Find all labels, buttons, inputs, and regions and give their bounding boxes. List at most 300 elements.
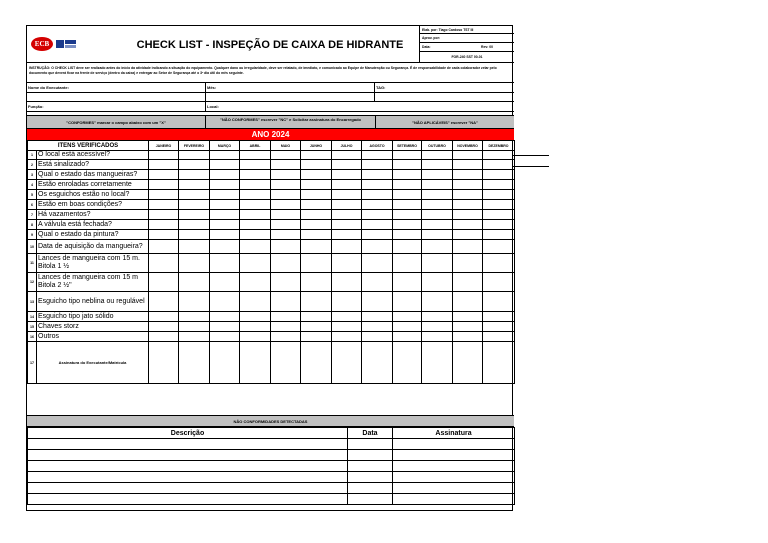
check-cell[interactable]: [301, 190, 332, 200]
check-cell[interactable]: [149, 210, 179, 220]
signature-cell[interactable]: [332, 342, 362, 384]
check-cell[interactable]: [179, 170, 210, 180]
check-cell[interactable]: [179, 254, 210, 273]
table-row: [28, 180, 515, 190]
item-text: Chaves storz: [37, 322, 149, 332]
check-cell[interactable]: [240, 332, 271, 342]
item-text: Os esguichos estão no local?: [37, 190, 149, 200]
check-cell[interactable]: [453, 151, 483, 160]
check-cell[interactable]: [332, 151, 362, 160]
nc-header: NÃO CONFORMIDADES DETECTADAS: [27, 415, 514, 427]
check-cell[interactable]: [483, 332, 515, 342]
check-cell[interactable]: [332, 170, 362, 180]
check-cell[interactable]: [179, 230, 210, 240]
check-cell[interactable]: [422, 312, 453, 322]
check-cell[interactable]: [453, 160, 483, 170]
month-header-4: ABRIL: [240, 141, 271, 151]
legend-nao-conformes: "NÃO CONFORMES" escrever "NC" e Solicitar assinatura do Encarregado: [205, 116, 375, 129]
check-cell[interactable]: [240, 230, 271, 240]
check-cell[interactable]: [393, 312, 422, 322]
check-cell[interactable]: [179, 332, 210, 342]
month-header-8: AGOSTO: [362, 141, 393, 151]
nc-cell[interactable]: [348, 483, 393, 494]
check-cell[interactable]: [149, 151, 179, 160]
check-cell[interactable]: [332, 273, 362, 292]
month-header-11: NOVEMBRO: [453, 141, 483, 151]
check-cell[interactable]: [332, 190, 362, 200]
check-cell[interactable]: [362, 312, 393, 322]
check-cell[interactable]: [483, 200, 515, 210]
check-cell[interactable]: [422, 151, 453, 160]
check-cell[interactable]: [210, 332, 240, 342]
table-row: [28, 312, 515, 322]
check-cell[interactable]: [179, 322, 210, 332]
check-cell[interactable]: [179, 240, 210, 254]
check-cell[interactable]: [240, 292, 271, 312]
check-cell[interactable]: [483, 180, 515, 190]
signature-cell[interactable]: [301, 342, 332, 384]
check-cell[interactable]: [393, 190, 422, 200]
nc-cell[interactable]: [393, 450, 515, 461]
check-cell[interactable]: [332, 160, 362, 170]
month-header-3: MARÇO: [210, 141, 240, 151]
check-cell[interactable]: [149, 254, 179, 273]
check-cell[interactable]: [179, 273, 210, 292]
check-cell[interactable]: [393, 170, 422, 180]
check-cell[interactable]: [149, 230, 179, 240]
check-cell[interactable]: [362, 240, 393, 254]
check-cell[interactable]: [422, 220, 453, 230]
check-cell[interactable]: [422, 190, 453, 200]
item-number: 15: [28, 322, 37, 332]
legend-nao-aplicaveis: "NÃO APLICÁVEIS" escrever "NA": [375, 116, 514, 129]
check-cell[interactable]: [210, 200, 240, 210]
check-cell[interactable]: [149, 220, 179, 230]
function-row: [27, 101, 514, 111]
check-cell[interactable]: [271, 190, 301, 200]
check-cell[interactable]: [301, 322, 332, 332]
signature-cell[interactable]: [453, 342, 483, 384]
signature-cell[interactable]: [271, 342, 301, 384]
table-row: [28, 210, 515, 220]
local-label: Local:: [205, 102, 219, 112]
check-cell[interactable]: [240, 160, 271, 170]
item-text: O local está acessível?: [37, 151, 149, 160]
nc-cell[interactable]: [28, 483, 348, 494]
check-cell[interactable]: [240, 312, 271, 322]
check-cell[interactable]: [453, 220, 483, 230]
elaborated-by: Elab. por: Tiago Cardoso TST III: [420, 26, 514, 34]
check-cell[interactable]: [393, 220, 422, 230]
check-cell[interactable]: [332, 322, 362, 332]
table-row: [28, 230, 515, 240]
signature-cell[interactable]: [362, 342, 393, 384]
year-banner: ANO 2024: [27, 128, 514, 140]
check-cell[interactable]: [393, 180, 422, 190]
check-cell[interactable]: [332, 220, 362, 230]
signature-cell[interactable]: [210, 342, 240, 384]
check-cell[interactable]: [453, 292, 483, 312]
check-cell[interactable]: [362, 200, 393, 210]
item-text: Há vazamentos?: [37, 210, 149, 220]
nc-cell[interactable]: [28, 472, 348, 483]
nc-cell[interactable]: [393, 461, 515, 472]
check-cell[interactable]: [453, 200, 483, 210]
check-cell[interactable]: [422, 254, 453, 273]
signature-cell[interactable]: [149, 342, 179, 384]
item-number: 12: [28, 273, 37, 292]
check-cell[interactable]: [149, 160, 179, 170]
item-text: Estão enroladas corretamente: [37, 180, 149, 190]
signature-cell[interactable]: [179, 342, 210, 384]
extended-rule: [513, 155, 549, 156]
month-header-5: MAIO: [271, 141, 301, 151]
check-cell[interactable]: [271, 230, 301, 240]
check-cell[interactable]: [301, 151, 332, 160]
check-cell[interactable]: [271, 180, 301, 190]
month-header-9: SETEMBRO: [393, 141, 422, 151]
check-cell[interactable]: [453, 190, 483, 200]
item-number: 7: [28, 210, 37, 220]
check-cell[interactable]: [271, 210, 301, 220]
table-header-row: [28, 141, 515, 151]
check-cell[interactable]: [362, 230, 393, 240]
check-cell[interactable]: [483, 273, 515, 292]
month-header-12: DEZEMBRO: [483, 141, 515, 151]
check-cell[interactable]: [271, 200, 301, 210]
item-text: Estão em boas condições?: [37, 200, 149, 210]
check-cell[interactable]: [149, 170, 179, 180]
check-cell[interactable]: [179, 151, 210, 160]
check-cell[interactable]: [422, 230, 453, 240]
check-cell[interactable]: [271, 160, 301, 170]
nc-cell[interactable]: [28, 450, 348, 461]
month-header-10: OUTUBRO: [422, 141, 453, 151]
check-cell[interactable]: [483, 322, 515, 332]
item-text: Está sinalizado?: [37, 160, 149, 170]
check-cell[interactable]: [179, 210, 210, 220]
check-cell[interactable]: [210, 230, 240, 240]
check-cell[interactable]: [483, 151, 515, 160]
check-cell[interactable]: [483, 210, 515, 220]
check-cell[interactable]: [210, 292, 240, 312]
check-cell[interactable]: [362, 180, 393, 190]
check-cell[interactable]: [240, 254, 271, 273]
check-cell[interactable]: [483, 312, 515, 322]
company-logo: [31, 37, 81, 51]
check-cell[interactable]: [149, 292, 179, 312]
check-cell[interactable]: [240, 151, 271, 160]
check-cell[interactable]: [393, 200, 422, 210]
function-label: Função:: [28, 104, 44, 109]
item-text: Qual o estado da pintura?: [37, 230, 149, 240]
check-cell[interactable]: [362, 322, 393, 332]
nc-row: [28, 450, 515, 461]
month-header-2: FEVEREIRO: [179, 141, 210, 151]
check-cell[interactable]: [422, 332, 453, 342]
check-cell[interactable]: [301, 240, 332, 254]
instructions: INSTRUÇÃO: O CHECK LIST deve ser realizado antes do início da atividade indicando a situação do equipamento. Qualquer dano ou irregularidade, deve ser relatado, de imediato, e comunicado ao Equipe de Manutenção ou Segurança. É de responsabilidade de cada colaborador zelar pelo documento que deverá ficar na frente de serviço (dentro da caixa) e entregar ao Setor de Segurança até o 3º dia útil do mês seguinte.: [27, 62, 514, 111]
check-cell[interactable]: [332, 332, 362, 342]
check-cell[interactable]: [271, 273, 301, 292]
check-cell[interactable]: [483, 240, 515, 254]
nc-cell[interactable]: [348, 472, 393, 483]
nc-cell[interactable]: [28, 461, 348, 472]
item-text: Lances de mangueira com 15 m. Bitola 1 ½: [37, 254, 149, 273]
check-cell[interactable]: [362, 160, 393, 170]
check-cell[interactable]: [393, 273, 422, 292]
revision: Rev: 00: [480, 43, 514, 52]
check-cell[interactable]: [453, 312, 483, 322]
signature-cell[interactable]: [422, 342, 453, 384]
check-cell[interactable]: [179, 190, 210, 200]
check-cell[interactable]: [301, 200, 332, 210]
check-cell[interactable]: [301, 230, 332, 240]
check-cell[interactable]: [453, 254, 483, 273]
check-cell[interactable]: [393, 254, 422, 273]
check-cell[interactable]: [483, 230, 515, 240]
check-cell[interactable]: [210, 160, 240, 170]
check-cell[interactable]: [422, 292, 453, 312]
check-cell[interactable]: [362, 273, 393, 292]
nc-row: [28, 494, 515, 505]
check-cell[interactable]: [332, 240, 362, 254]
check-cell[interactable]: [210, 312, 240, 322]
check-cell[interactable]: [271, 170, 301, 180]
check-cell[interactable]: [483, 254, 515, 273]
executor-row: [27, 82, 514, 92]
check-cell[interactable]: [422, 160, 453, 170]
item-number: 13: [28, 292, 37, 312]
nc-cell[interactable]: [348, 494, 393, 505]
nc-row: [28, 472, 515, 483]
legend-row: [27, 115, 514, 128]
check-cell[interactable]: [301, 210, 332, 220]
check-cell[interactable]: [271, 220, 301, 230]
checklist-table: [27, 140, 515, 384]
check-cell[interactable]: [332, 230, 362, 240]
check-cell[interactable]: [301, 273, 332, 292]
check-cell[interactable]: [453, 230, 483, 240]
check-cell[interactable]: [362, 292, 393, 312]
nc-cell[interactable]: [348, 461, 393, 472]
check-cell[interactable]: [301, 292, 332, 312]
signature-cell[interactable]: [483, 342, 515, 384]
check-cell[interactable]: [240, 273, 271, 292]
table-row: [28, 254, 515, 273]
nc-cell[interactable]: [393, 472, 515, 483]
check-cell[interactable]: [271, 292, 301, 312]
nc-cell[interactable]: [393, 483, 515, 494]
check-cell[interactable]: [179, 312, 210, 322]
check-cell[interactable]: [422, 210, 453, 220]
check-cell[interactable]: [179, 180, 210, 190]
check-cell[interactable]: [149, 273, 179, 292]
check-cell[interactable]: [453, 170, 483, 180]
check-cell[interactable]: [149, 312, 179, 322]
check-cell[interactable]: [210, 190, 240, 200]
check-cell[interactable]: [149, 322, 179, 332]
nc-table: [27, 427, 515, 505]
signature-cell[interactable]: [240, 342, 271, 384]
item-number: 3: [28, 170, 37, 180]
check-cell[interactable]: [393, 240, 422, 254]
check-cell[interactable]: [271, 254, 301, 273]
check-cell[interactable]: [362, 332, 393, 342]
table-row: [28, 200, 515, 210]
check-cell[interactable]: [271, 332, 301, 342]
check-cell[interactable]: [422, 273, 453, 292]
check-cell[interactable]: [240, 200, 271, 210]
check-cell[interactable]: [210, 254, 240, 273]
check-cell[interactable]: [210, 151, 240, 160]
check-cell[interactable]: [301, 332, 332, 342]
month-label: Mês:: [205, 83, 216, 93]
check-cell[interactable]: [393, 210, 422, 220]
check-cell[interactable]: [240, 180, 271, 190]
check-cell[interactable]: [301, 160, 332, 170]
nc-cell[interactable]: [28, 439, 348, 450]
check-cell[interactable]: [393, 230, 422, 240]
check-cell[interactable]: [149, 240, 179, 254]
check-cell[interactable]: [301, 220, 332, 230]
check-cell[interactable]: [422, 170, 453, 180]
check-cell[interactable]: [179, 220, 210, 230]
table-row: [28, 160, 515, 170]
nc-col-data: Data: [348, 428, 393, 439]
approved-by: Aprov. por:: [420, 34, 514, 43]
check-cell[interactable]: [149, 190, 179, 200]
check-cell[interactable]: [453, 322, 483, 332]
check-cell[interactable]: [240, 220, 271, 230]
check-cell[interactable]: [332, 210, 362, 220]
check-cell[interactable]: [422, 240, 453, 254]
check-cell[interactable]: [301, 170, 332, 180]
table-row: [28, 292, 515, 312]
check-cell[interactable]: [210, 210, 240, 220]
signature-cell[interactable]: [393, 342, 422, 384]
logo-emblem: ECB: [31, 37, 53, 51]
items-header: ITENS VERIFICADOS: [28, 141, 149, 151]
check-cell[interactable]: [362, 210, 393, 220]
check-cell[interactable]: [453, 180, 483, 190]
table-row: [28, 240, 515, 254]
check-cell[interactable]: [179, 292, 210, 312]
table-row: [28, 322, 515, 332]
check-cell[interactable]: [210, 180, 240, 190]
date-label: Data:: [420, 43, 480, 52]
check-cell[interactable]: [393, 332, 422, 342]
nc-cell[interactable]: [348, 450, 393, 461]
check-cell[interactable]: [362, 220, 393, 230]
check-cell[interactable]: [210, 170, 240, 180]
executor-label: Nome do Executante:: [28, 85, 69, 90]
check-cell[interactable]: [422, 200, 453, 210]
check-cell[interactable]: [483, 190, 515, 200]
check-cell[interactable]: [422, 180, 453, 190]
check-cell[interactable]: [240, 322, 271, 332]
signature-number: 17: [28, 342, 37, 384]
check-cell[interactable]: [453, 240, 483, 254]
table-row: [28, 332, 515, 342]
check-cell[interactable]: [362, 254, 393, 273]
check-cell[interactable]: [453, 210, 483, 220]
check-cell[interactable]: [362, 151, 393, 160]
nc-row: [28, 461, 515, 472]
check-cell[interactable]: [210, 220, 240, 230]
nc-cell[interactable]: [393, 439, 515, 450]
check-cell[interactable]: [149, 200, 179, 210]
check-cell[interactable]: [332, 200, 362, 210]
check-cell[interactable]: [332, 292, 362, 312]
check-cell[interactable]: [301, 254, 332, 273]
item-text: Outros: [37, 332, 149, 342]
month-header-7: JULHO: [332, 141, 362, 151]
item-number: 4: [28, 180, 37, 190]
check-cell[interactable]: [393, 322, 422, 332]
check-cell[interactable]: [301, 312, 332, 322]
item-number: 16: [28, 332, 37, 342]
check-cell[interactable]: [210, 240, 240, 254]
check-cell[interactable]: [332, 254, 362, 273]
month-header-6: JUNHO: [301, 141, 332, 151]
logo-flag-icon: [54, 38, 78, 50]
check-cell[interactable]: [240, 170, 271, 180]
table-row: [28, 151, 515, 160]
check-cell[interactable]: [240, 190, 271, 200]
check-cell[interactable]: [362, 190, 393, 200]
table-row: [28, 190, 515, 200]
page-title: CHECK LIST - INSPEÇÃO DE CAIXA DE HIDRANTE: [136, 39, 404, 51]
check-cell[interactable]: [149, 332, 179, 342]
check-cell[interactable]: [271, 240, 301, 254]
check-cell[interactable]: [362, 170, 393, 180]
check-cell[interactable]: [240, 240, 271, 254]
executor-blank-row: [27, 92, 514, 101]
nc-cell[interactable]: [28, 494, 348, 505]
item-number: 10: [28, 240, 37, 254]
check-cell[interactable]: [453, 273, 483, 292]
check-cell[interactable]: [210, 322, 240, 332]
check-cell[interactable]: [393, 151, 422, 160]
check-cell[interactable]: [271, 151, 301, 160]
check-cell[interactable]: [332, 312, 362, 322]
check-cell[interactable]: [240, 210, 271, 220]
nc-cell[interactable]: [348, 439, 393, 450]
check-cell[interactable]: [210, 273, 240, 292]
nc-cell[interactable]: [393, 494, 515, 505]
item-number: 2: [28, 160, 37, 170]
item-text: Data de aquisição da mangueira?: [37, 240, 149, 254]
check-cell[interactable]: [149, 180, 179, 190]
check-cell[interactable]: [271, 312, 301, 322]
check-cell[interactable]: [179, 160, 210, 170]
check-cell[interactable]: [422, 322, 453, 332]
check-cell[interactable]: [393, 292, 422, 312]
check-cell[interactable]: [271, 322, 301, 332]
check-cell[interactable]: [179, 200, 210, 210]
check-cell[interactable]: [453, 332, 483, 342]
check-cell[interactable]: [483, 170, 515, 180]
table-row: [28, 273, 515, 292]
check-cell[interactable]: [483, 160, 515, 170]
check-cell[interactable]: [301, 180, 332, 190]
check-cell[interactable]: [332, 180, 362, 190]
check-cell[interactable]: [393, 160, 422, 170]
check-cell[interactable]: [483, 220, 515, 230]
nc-row: [28, 483, 515, 494]
check-cell[interactable]: [483, 292, 515, 312]
